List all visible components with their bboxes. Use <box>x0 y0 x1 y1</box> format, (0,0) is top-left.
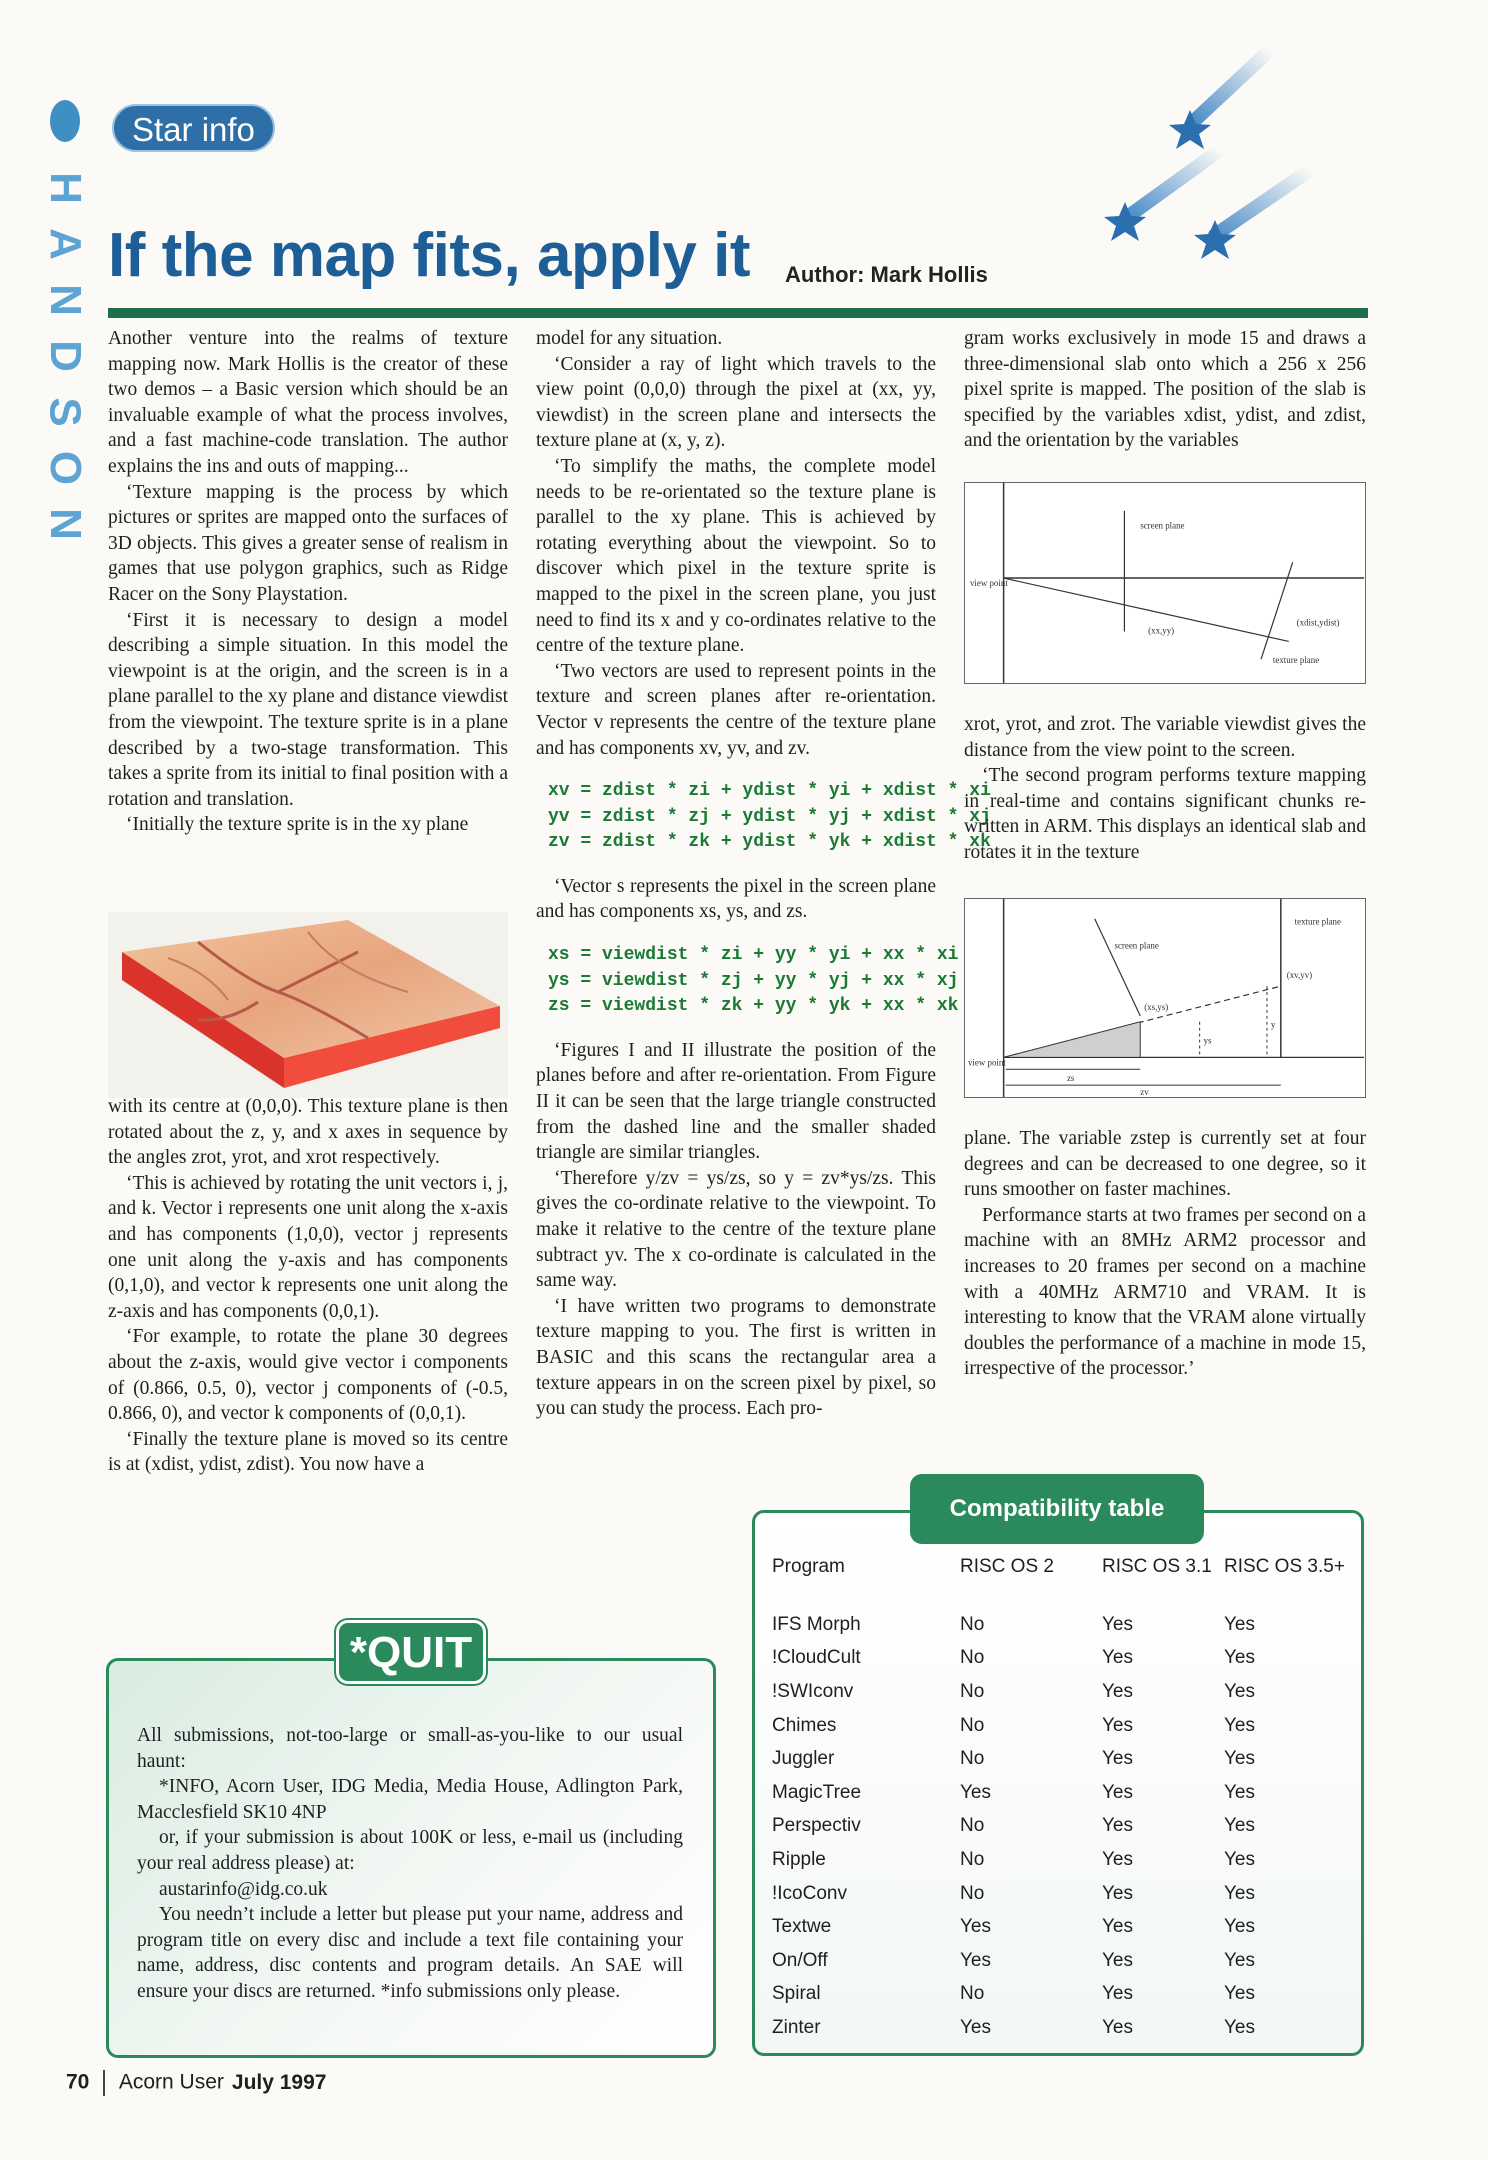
program-name-cell: Textwe <box>772 1916 832 1938</box>
fig1-label-xx-yy: (xx,yy) <box>1148 625 1175 636</box>
side-letter: S <box>40 397 90 427</box>
stars-decoration-icon <box>1080 40 1360 280</box>
code-vector-s: xs = viewdist * zi + yy * yi + xx * xi ys = viewdist * zj + yy * yj + xx * xj zs = viewdist * zk + yy * yk + xx * xk <box>548 945 959 1017</box>
compat-header-riscos2: RISC OS 2 <box>960 1556 1054 1577</box>
article-column-3-middle <box>964 712 1366 866</box>
fig2-label-screen-plane: screen plane <box>1114 940 1159 951</box>
col2-paragraphs-b <box>536 874 936 925</box>
compat-value-cell: Yes <box>1224 1714 1255 1736</box>
compat-value-cell: No <box>960 1848 985 1870</box>
side-letter: A <box>41 228 90 260</box>
article-column-2 <box>536 326 991 1422</box>
compat-header-riscos31: RISC OS 3.1 <box>1102 1556 1212 1577</box>
compat-value-cell: Yes <box>960 2016 991 2038</box>
compat-value-cell: Yes <box>960 1781 991 1803</box>
fig2-label-ys: ys <box>1203 1035 1212 1046</box>
compat-value-cell: Yes <box>1102 1748 1133 1770</box>
table-row <box>772 1843 1352 1877</box>
table-row <box>772 1675 1352 1709</box>
compat-value-cell: Yes <box>1102 1848 1133 1870</box>
fig2-label-xs-ys: (xs,ys) <box>1144 1001 1169 1012</box>
side-letter: H <box>41 172 90 204</box>
fig2-label-xv-yv: (xv,yv) <box>1286 970 1313 981</box>
compatibility-table <box>772 1552 1352 2045</box>
fig1-label-view-point: view point <box>969 577 1008 588</box>
side-letter: D <box>41 340 90 372</box>
compat-value-cell: Yes <box>1224 1680 1255 1702</box>
program-name-cell: !CloudCult <box>772 1647 861 1669</box>
paragraph: ‘Finally the texture plane is moved so its centre is at (xdist, ydist, zdist). You now have a <box>108 1428 508 1476</box>
compat-value-cell: Yes <box>1102 2016 1133 2038</box>
compat-value-cell: Yes <box>1224 1647 1255 1669</box>
compat-value-cell: Yes <box>1224 1983 1255 2005</box>
paragraph: ‘To simplify the maths, the complete model needs to be re-orientated so the texture plane is parallel to the xy plane. This is achieved by rotating everything about the viewpoint. So to discover which pixel in the texture sprite is mapped to the pixel in the screen plane, you just need to find its x and y co-ordinates relative to the centre of the texture plane. <box>536 455 936 657</box>
paragraph: or, if your submission is about 100K or less, e-mail us (including your real address please) at: <box>137 1827 683 1874</box>
paragraph: ‘Figures I and II illustrate the position of the planes before and after re-orientation. From Figure II it can be seen that the large triangle constructed from the dashed line and the smaller shaded triangle are similar triangles. <box>536 1039 936 1164</box>
footer-divider <box>103 2070 105 2096</box>
paragraph: ‘First it is necessary to design a model describing a simple situation. In this model the viewpoint is at the origin, and the screen is in a plane parallel to the xy plane and distance viewdist from the viewpoint. The texture sprite is in a plane described by a two-stage transformation. This takes a sprite from its initial to final position with a rotation and translation. <box>108 609 508 810</box>
paragraph: ‘The second program performs texture mapping in real-time and contains significant chunks re-written in ARM. This displays an identical slab and rotates it in the texture <box>964 765 1366 863</box>
paragraph: plane. The variable zstep is currently set at four degrees and can be decreased to one degree, so it runs smoother on faster machines. <box>964 1128 1366 1201</box>
compat-value-cell: No <box>960 1748 985 1770</box>
compat-value-cell: Yes <box>960 1949 991 1971</box>
table-row <box>772 1642 1352 1676</box>
side-letter: N <box>41 284 90 316</box>
col2-paragraphs-c <box>536 1038 936 1422</box>
paragraph: ‘Consider a ray of light which travels to the view point (0,0,0) through the pixel at (xx, yy, viewdist) in the screen plane and intersects the texture plane at (x, y, z). <box>536 353 936 452</box>
col2-paragraphs-a <box>536 326 936 761</box>
paragraph: austarinfo@idg.co.uk <box>159 1878 328 1900</box>
fig2-label-y: y <box>1270 1019 1276 1030</box>
compat-header-row <box>772 1552 1352 1608</box>
headline: If the map fits, apply it <box>108 221 751 290</box>
compat-value-cell: Yes <box>1102 1613 1133 1635</box>
figure-1-diagram <box>964 482 1366 684</box>
figure-2-diagram <box>964 898 1366 1098</box>
program-name-cell: !IcoConv <box>772 1882 847 1904</box>
paragraph: ‘I have written two programs to demonstrate texture mapping to you. The first is written in BASIC and this scans the rectangular area a texture appears in on the screen pixel by pixel, so you can study the process. Each pro- <box>536 1295 936 1420</box>
paragraph: xrot, yrot, and zrot. The variable viewdist gives the distance from the view point to the screen. <box>964 714 1366 761</box>
fig1-label-texture-plane: texture plane <box>1272 655 1320 666</box>
paragraph: model for any situation. <box>536 328 723 349</box>
compat-value-cell: Yes <box>960 1916 991 1938</box>
table-row <box>772 1810 1352 1844</box>
article-column-1-bottom <box>108 1094 508 1478</box>
compat-value-cell: Yes <box>1224 1748 1255 1770</box>
compat-value-cell: Yes <box>1102 1916 1133 1938</box>
fig2-label-texture-plane: texture plane <box>1294 916 1341 927</box>
fig2-label-view-point: view point <box>967 1057 1006 1068</box>
table-row <box>772 1877 1352 1911</box>
magazine-name: Acorn User <box>118 2070 224 2094</box>
quit-submissions-box <box>106 1658 716 2058</box>
compat-value-cell: No <box>960 1613 985 1635</box>
compat-value-cell: Yes <box>1102 1983 1133 2005</box>
program-name-cell: IFS Morph <box>772 1613 861 1635</box>
hands-on-label <box>40 166 90 546</box>
compat-value-cell: No <box>960 1815 985 1837</box>
side-letter: O <box>40 450 90 486</box>
table-row <box>772 1978 1352 2012</box>
fig2-label-zs: zs <box>1066 1073 1075 1084</box>
paragraph: All submissions, not-too-large or small-as-you-like to our usual haunt: <box>137 1725 683 1772</box>
paragraph: ‘Therefore y/zv = ys/zs, so y = zv*ys/zs. This gives the co-ordinate relative to the viewpoint. To make it relative to the centre of the texture plane subtract yv. The x co-ordinate is calculated in the same way. <box>536 1167 936 1292</box>
issue-date: July 1997 <box>231 2070 327 2094</box>
fig1-label-xdist-ydist: (xdist,ydist) <box>1296 617 1340 628</box>
compat-value-cell: Yes <box>1224 1848 1255 1870</box>
article-column-1-top <box>108 326 508 838</box>
side-letter: N <box>41 508 90 540</box>
quit-paragraphs <box>137 1723 683 2005</box>
side-banner <box>40 100 90 546</box>
compat-value-cell: Yes <box>1224 1781 1255 1803</box>
fig2-label-zv: zv <box>1140 1087 1149 1098</box>
paragraph: Performance starts at two frames per second on a machine with an 8MHz ARM2 processor and increases to 20 frames per second on a machine with a 40MHz ARM710 and VRAM. It is interesting to know that the VRAM alone virtually doubles the performance of a machine in mode 15, irrespective of the processor.’ <box>964 1204 1366 1380</box>
compat-value-cell: Yes <box>1224 1949 1255 1971</box>
compat-value-cell: Yes <box>1224 2016 1255 2038</box>
paragraph: ‘This is achieved by rotating the unit vectors i, j, and k. Vector i represents one unit along the x-axis and has components (1,0,0), vector j represents one unit along the y-axis and has components (0,1,0), and vector k represents one unit along the z-axis and has components (0,0,1). <box>108 1172 508 1322</box>
article-column-3-bottom <box>964 1126 1366 1382</box>
compat-value-cell: Yes <box>1224 1916 1255 1938</box>
table-row <box>772 1776 1352 1810</box>
paragraph: ‘Vector s represents the pixel in the screen plane and has components xs, ys, and zs. <box>536 875 936 923</box>
table-row <box>772 1910 1352 1944</box>
program-name-cell: MagicTree <box>772 1781 862 1803</box>
compat-value-cell: Yes <box>1102 1680 1133 1702</box>
program-name-cell: On/Off <box>772 1949 828 1971</box>
compat-value-cell: No <box>960 1680 985 1702</box>
article-column-3-top <box>964 326 1366 454</box>
compat-value-cell: No <box>960 1714 985 1736</box>
compat-value-cell: Yes <box>1102 1882 1133 1904</box>
compat-value-cell: Yes <box>1102 1714 1133 1736</box>
compat-value-cell: Yes <box>1224 1613 1255 1635</box>
compat-value-cell: No <box>960 1647 985 1669</box>
compatibility-title: Compatibility table <box>910 1474 1204 1544</box>
table-row <box>772 1709 1352 1743</box>
quit-tab: *QUIT <box>336 1620 486 1684</box>
paragraph: ‘Texture mapping is the process by which pictures or sprites are mapped onto the surfaces of 3D objects. This gives a greater sense of realism in games that use polygon graphics, such as Ridge Racer on the Sony Playstation. <box>108 481 508 605</box>
paragraph: *INFO, Acorn User, IDG Media, Media House, Adlington Park, Macclesfield SK10 4NP <box>137 1776 683 1823</box>
program-name-cell: Spiral <box>772 1983 821 2005</box>
program-name-cell: Zinter <box>772 2016 821 2038</box>
fig1-label-screen-plane: screen plane <box>1140 520 1185 531</box>
compat-value-cell: Yes <box>1102 1781 1133 1803</box>
title-rule <box>108 308 1368 318</box>
page-number: 70 <box>66 2070 90 2094</box>
table-row <box>772 1608 1352 1642</box>
paragraph: You needn’t include a letter but please put your name, address and program title on every disc and include a text file containing your name, address, disc contents and program details. An SAE will ensure your discs are returned. *info submissions only please. <box>137 1904 683 2002</box>
program-name-cell: Chimes <box>772 1714 837 1736</box>
compat-value-cell: Yes <box>1102 1647 1133 1669</box>
paragraph: ‘Initially the texture sprite is in the xy plane <box>126 814 469 836</box>
paragraph: with its centre at (0,0,0). This texture plane is then rotated about the z, y, and x axes in sequence by the angles zrot, yrot, and xrot respectively. <box>108 1096 508 1169</box>
paragraph: gram works exclusively in mode 15 and draws a three-dimensional slab onto which a 256 x 256 pixel sprite is mapped. The position of the slab is specified by the variables xdist, ydist, and zdist, and the orientation by the variables <box>964 328 1366 452</box>
paragraph: ‘Two vectors are used to represent points in the texture and screen planes after re-orientation. Vector v represents the centre of the texture plane and has components xv, yv, and zv. <box>536 660 936 759</box>
program-name-cell: !SWIconv <box>772 1680 854 1702</box>
table-row <box>772 1742 1352 1776</box>
table-row <box>772 2011 1352 2045</box>
compat-value-cell: Yes <box>1102 1815 1133 1837</box>
table-row <box>772 1944 1352 1978</box>
program-name-cell: Perspectiv <box>772 1815 861 1837</box>
code-vector-v: xv = zdist * zi + ydist * yi + xdist * xi yv = zdist * zj + ydist * yj + xdist * xj zv = zdist * zk + ydist * yk + xdist * xk <box>548 781 991 853</box>
paragraph: ‘For example, to rotate the plane 30 degrees about the z-axis, would give vector i components of (0.866, 0.5, 0), vector j components of (-0.5, 0.866, 0), and vector k components of (0,0,1). <box>108 1326 508 1425</box>
compat-value-cell: No <box>960 1882 985 1904</box>
program-name-cell: Ripple <box>772 1848 826 1870</box>
compat-header-riscos35: RISC OS 3.5+ <box>1224 1556 1345 1577</box>
texture-slab-image <box>108 912 508 1098</box>
compat-value-cell: Yes <box>1102 1949 1133 1971</box>
program-name-cell: Juggler <box>772 1748 835 1770</box>
compat-value-cell: No <box>960 1983 985 2005</box>
compat-header-program: Program <box>772 1556 845 1577</box>
paragraph: Another venture into the realms of texture mapping now. Mark Hollis is the creator of these two demos – a Basic version which should be an invaluable example of what the process involves, and a fast machine-code translation. The author explains the ins and outs of mapping... <box>108 328 508 477</box>
page-footer <box>66 2070 326 2096</box>
compat-value-cell: Yes <box>1224 1882 1255 1904</box>
section-label: Star info <box>112 104 275 152</box>
globe-icon <box>50 100 80 142</box>
compat-value-cell: Yes <box>1224 1815 1255 1837</box>
author-credit: Author: Mark Hollis <box>785 262 988 287</box>
